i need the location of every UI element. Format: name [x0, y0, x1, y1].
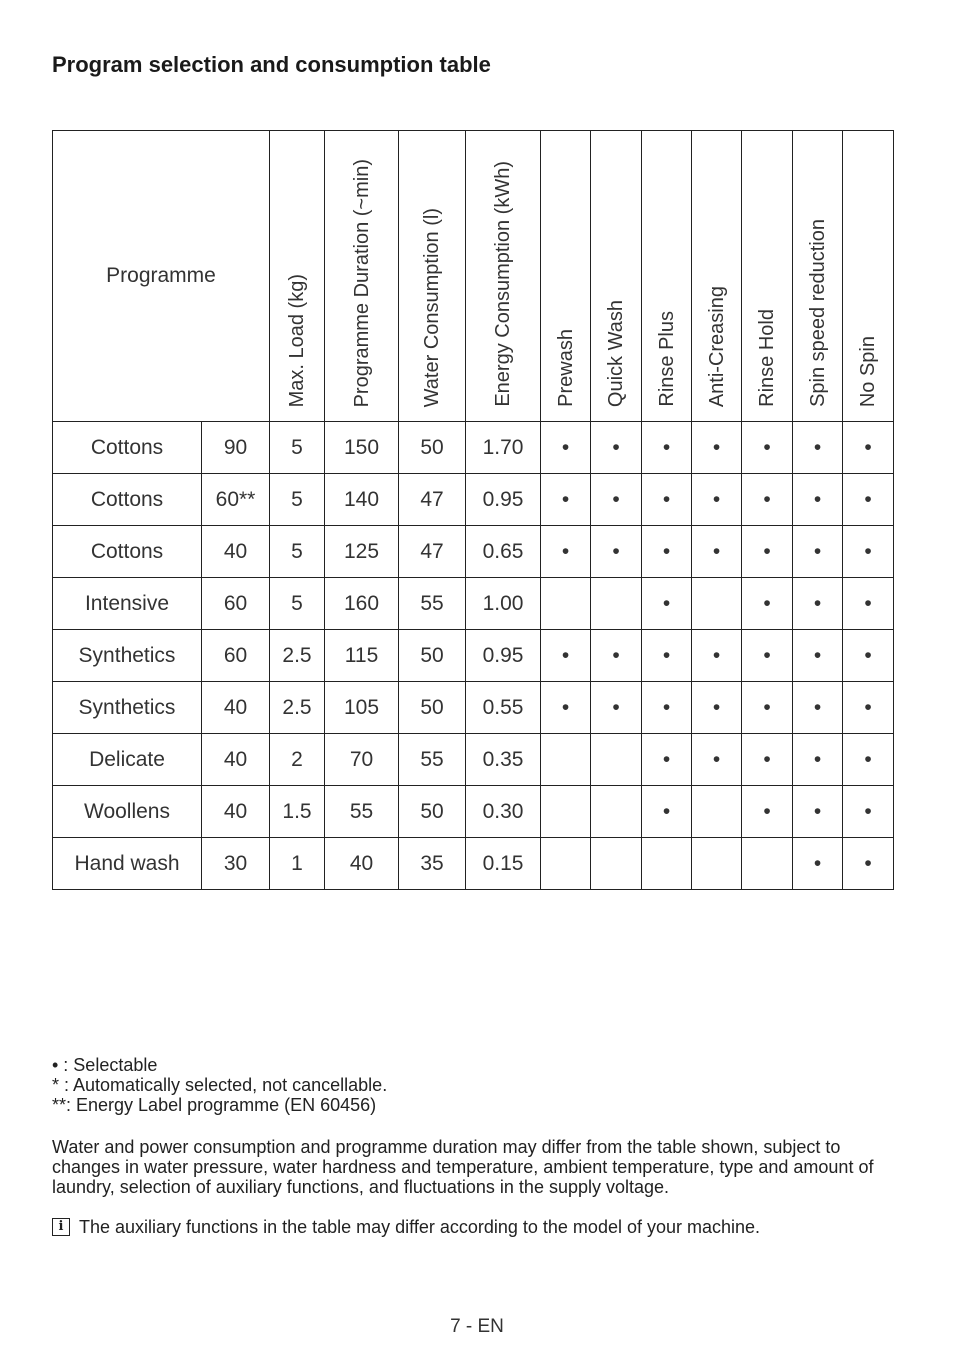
cell-water: 35 [399, 838, 466, 890]
option-cell [642, 838, 692, 890]
cell-water: 50 [399, 682, 466, 734]
option-cell: • [642, 422, 692, 474]
option-cell: • [692, 422, 742, 474]
programme-name: Hand wash [53, 838, 202, 890]
option-cell: • [692, 526, 742, 578]
legend-automatic: * : Automatically selected, not cancellable. [52, 1075, 388, 1095]
header-programme: Programme [53, 131, 270, 422]
option-cell: • [843, 734, 894, 786]
option-cell: • [541, 526, 591, 578]
table-row [53, 734, 894, 786]
option-cell: • [642, 682, 692, 734]
option-cell: • [793, 578, 843, 630]
option-cell: • [793, 474, 843, 526]
cell-energy: 0.95 [466, 474, 541, 526]
option-cell: • [642, 578, 692, 630]
option-cell: • [541, 474, 591, 526]
column-header-label: Rinse Plus [655, 311, 678, 407]
info-icon: i [52, 1218, 70, 1236]
cell-energy: 0.30 [466, 786, 541, 838]
column-header [466, 131, 541, 422]
option-cell: • [541, 630, 591, 682]
column-header-label: Rinse Hold [756, 309, 779, 407]
option-cell: • [692, 630, 742, 682]
option-cell: • [793, 786, 843, 838]
option-cell: • [843, 526, 894, 578]
option-cell: • [843, 422, 894, 474]
cell-duration: 105 [325, 682, 399, 734]
column-header [742, 131, 793, 422]
cell-energy: 0.65 [466, 526, 541, 578]
cell-duration: 40 [325, 838, 399, 890]
option-cell: • [843, 578, 894, 630]
option-cell: • [642, 526, 692, 578]
option-cell: • [793, 838, 843, 890]
page-number: 7 - EN [450, 1316, 504, 1337]
option-cell: • [793, 734, 843, 786]
cell-energy: 1.00 [466, 578, 541, 630]
notes-section [52, 1055, 902, 1237]
cell-load: 5 [270, 474, 325, 526]
table-header-row [53, 131, 894, 422]
option-cell: • [793, 682, 843, 734]
column-header-label: Quick Wash [605, 299, 628, 407]
cell-duration: 70 [325, 734, 399, 786]
cell-duration: 115 [325, 630, 399, 682]
page-title: Program selection and consumption table [52, 52, 491, 77]
table-row [53, 838, 894, 890]
cell-water: 50 [399, 630, 466, 682]
programme-name: Woollens [53, 786, 202, 838]
cell-temp: 40 [202, 682, 270, 734]
cell-load: 2.5 [270, 630, 325, 682]
cell-water: 55 [399, 734, 466, 786]
cell-load: 5 [270, 526, 325, 578]
option-cell: • [591, 474, 642, 526]
option-cell: • [793, 526, 843, 578]
option-cell: • [642, 474, 692, 526]
cell-energy: 0.15 [466, 838, 541, 890]
cell-load: 2.5 [270, 682, 325, 734]
cell-duration: 125 [325, 526, 399, 578]
option-cell: • [843, 838, 894, 890]
column-header [399, 131, 466, 422]
table-row [53, 630, 894, 682]
programme-name: Cottons [53, 474, 202, 526]
option-cell: • [793, 630, 843, 682]
cell-energy: 0.55 [466, 682, 541, 734]
option-cell: • [742, 734, 793, 786]
cell-temp: 40 [202, 786, 270, 838]
cell-duration: 150 [325, 422, 399, 474]
column-header-label: Spin speed reduction [806, 219, 829, 407]
legend-selectable: • : Selectable [52, 1055, 158, 1075]
cell-temp: 60 [202, 630, 270, 682]
option-cell: • [843, 630, 894, 682]
option-cell [541, 838, 591, 890]
option-cell: • [642, 786, 692, 838]
cell-temp: 60 [202, 578, 270, 630]
option-cell [692, 838, 742, 890]
cell-duration: 140 [325, 474, 399, 526]
option-cell: • [742, 786, 793, 838]
option-cell: • [692, 474, 742, 526]
column-header [270, 131, 325, 422]
cell-energy: 1.70 [466, 422, 541, 474]
cell-load: 1 [270, 838, 325, 890]
column-header-label: Anti-Creasing [705, 285, 728, 407]
option-cell [692, 786, 742, 838]
option-cell: • [742, 630, 793, 682]
cell-load: 1.5 [270, 786, 325, 838]
option-cell: • [742, 526, 793, 578]
cell-load: 2 [270, 734, 325, 786]
cell-temp: 40 [202, 526, 270, 578]
table-row [53, 526, 894, 578]
table-body [53, 422, 894, 890]
column-header [843, 131, 894, 422]
cell-temp: 90 [202, 422, 270, 474]
column-header [692, 131, 742, 422]
option-cell: • [692, 734, 742, 786]
table-row [53, 422, 894, 474]
column-header-label: Programme Duration (~min) [350, 158, 373, 407]
option-cell: • [843, 786, 894, 838]
cell-energy: 0.95 [466, 630, 541, 682]
option-cell: • [843, 474, 894, 526]
consumption-disclaimer: Water and power consumption and programme duration may differ from the table shown, subject to changes in water pressure, water hardness and temperature, ambient temperature, type and amount of laundry, selection of auxiliary functions, and fluctuations in the supply voltage. [52, 1137, 874, 1197]
option-cell: • [591, 630, 642, 682]
option-cell: • [591, 682, 642, 734]
option-cell: • [642, 630, 692, 682]
option-cell [591, 578, 642, 630]
program-table [52, 130, 894, 890]
cell-load: 5 [270, 422, 325, 474]
column-header-label: Energy Consumption (kWh) [492, 161, 515, 407]
column-header-label: Water Consumption (l) [421, 207, 444, 407]
option-cell: • [742, 422, 793, 474]
column-header-label: Max. Load (kg) [286, 273, 309, 407]
cell-temp: 60** [202, 474, 270, 526]
option-cell [591, 786, 642, 838]
programme-name: Synthetics [53, 682, 202, 734]
option-cell: • [642, 734, 692, 786]
info-note [52, 1217, 902, 1237]
option-cell [742, 838, 793, 890]
table-row [53, 682, 894, 734]
cell-temp: 40 [202, 734, 270, 786]
cell-duration: 160 [325, 578, 399, 630]
cell-duration: 55 [325, 786, 399, 838]
option-cell [692, 578, 742, 630]
cell-water: 55 [399, 578, 466, 630]
table-row [53, 786, 894, 838]
option-cell [541, 578, 591, 630]
cell-water: 50 [399, 786, 466, 838]
cell-energy: 0.35 [466, 734, 541, 786]
programme-name: Cottons [53, 422, 202, 474]
option-cell [591, 734, 642, 786]
option-cell: • [742, 682, 793, 734]
option-cell: • [742, 474, 793, 526]
option-cell: • [692, 682, 742, 734]
option-cell: • [541, 422, 591, 474]
option-cell: • [591, 526, 642, 578]
option-cell [541, 786, 591, 838]
table-row [53, 474, 894, 526]
column-header [793, 131, 843, 422]
column-header [541, 131, 591, 422]
cell-water: 47 [399, 474, 466, 526]
column-header [325, 131, 399, 422]
option-cell: • [793, 422, 843, 474]
programme-name: Intensive [53, 578, 202, 630]
column-header [591, 131, 642, 422]
option-cell: • [541, 682, 591, 734]
column-header-label: Prewash [554, 329, 577, 407]
programme-name: Synthetics [53, 630, 202, 682]
option-cell: • [742, 578, 793, 630]
table-row [53, 578, 894, 630]
programme-name: Cottons [53, 526, 202, 578]
cell-water: 50 [399, 422, 466, 474]
cell-water: 47 [399, 526, 466, 578]
cell-temp: 30 [202, 838, 270, 890]
option-cell: • [591, 422, 642, 474]
legend-energy-label: **: Energy Label programme (EN 60456) [52, 1095, 377, 1115]
option-cell [541, 734, 591, 786]
info-text: The auxiliary functions in the table may differ according to the model of your machine. [79, 1217, 761, 1237]
column-header [642, 131, 692, 422]
option-cell [591, 838, 642, 890]
cell-load: 5 [270, 578, 325, 630]
programme-name: Delicate [53, 734, 202, 786]
option-cell: • [843, 682, 894, 734]
column-header-label: No Spin [857, 335, 880, 407]
